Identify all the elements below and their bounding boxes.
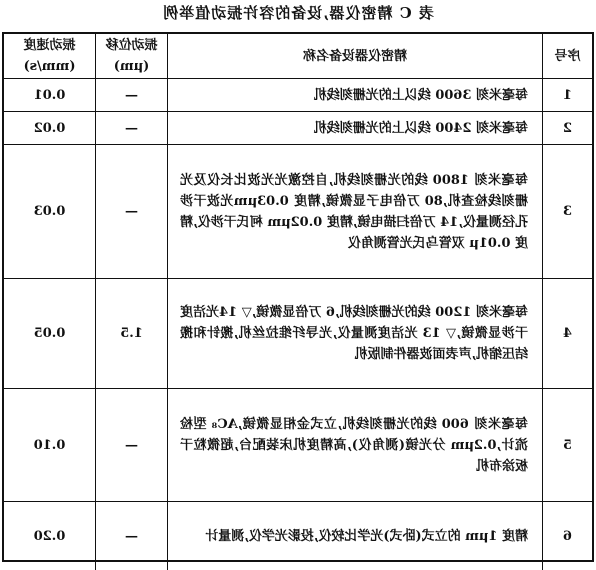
row-6-amplitude: —	[95, 502, 167, 570]
row-2-name: 每毫米刻 2400 线以上的光栅刻线机	[167, 112, 542, 145]
row-1-name: 每毫米刻 3600 线以上的光栅刻线机	[167, 79, 542, 112]
row-6-name: 精度 1μm 的立式(卧式)光学比较仪,投影光学仪,测量计	[167, 502, 542, 570]
row-2-no: 2	[542, 112, 592, 145]
row-3-name: 每毫米刻 1800 线的光栅刻线机,自控激光光波比长仪及光栅刻线检查机,80 万倍电子显微镜,精度 0.03μm光波干涉孔径测量仪,14 万倍扫描电镜,精度 0.02μm 柯氏干涉仪,精度 0.01μ 双管乌氏光管测角仪	[167, 145, 542, 279]
row-4-name: 每毫米刻 1200 线的光栅刻线机,6 万倍显微镜,▽ 14光洁度干涉显微镜,▽ 13 光洁度测量仪,光导纤维拉丝机,搬针和搬结压缩机,声表面波器件制版机	[167, 279, 542, 389]
row-5-no: 5	[542, 389, 592, 502]
row-1-amplitude: —	[95, 79, 167, 112]
header-amplitude-label: 振动位移	[105, 38, 158, 53]
row-1-velocity: 0.01	[4, 79, 95, 112]
row-5-velocity: 0.10	[4, 389, 95, 502]
row-6-no: 6	[542, 502, 592, 570]
row-4-amplitude: 1.5	[95, 279, 167, 389]
row-2-velocity: 0.02	[4, 112, 95, 145]
row-4-velocity: 0.05	[4, 279, 95, 389]
table-caption: 表 C 精密仪器,设备的容许振动值举例	[162, 4, 434, 22]
row-3-no: 3	[542, 145, 592, 279]
row-3-amplitude: —	[95, 145, 167, 279]
header-no	[542, 34, 592, 79]
header-name-label: 精密仪器设备名称	[303, 48, 408, 64]
row-2-amplitude: —	[95, 112, 167, 145]
header-amplitude	[95, 34, 167, 79]
vibration-table	[2, 32, 594, 562]
row-4-no: 4	[542, 279, 592, 389]
row-6-velocity: 0.20	[33, 528, 66, 544]
header-velocity-unit: (mm/s)	[23, 59, 76, 74]
row-1-no: 1	[542, 79, 592, 112]
header-velocity	[4, 34, 95, 79]
row-5-amplitude: —	[95, 389, 167, 502]
row-5-name: 每毫米刻 600 线的光栅刻线机,立式金相显微镜,AC₈ 型检流计,0.2μm 分光镜(测角仪),高精度机床装配台,超微粒干板涂布机	[167, 389, 542, 502]
header-amplitude-unit: (μm)	[113, 59, 150, 74]
header-velocity-label: 振动速度	[23, 38, 76, 53]
header-name	[167, 34, 542, 79]
row-3-velocity: 0.03	[4, 145, 95, 279]
header-no-label: 序号	[554, 48, 581, 64]
